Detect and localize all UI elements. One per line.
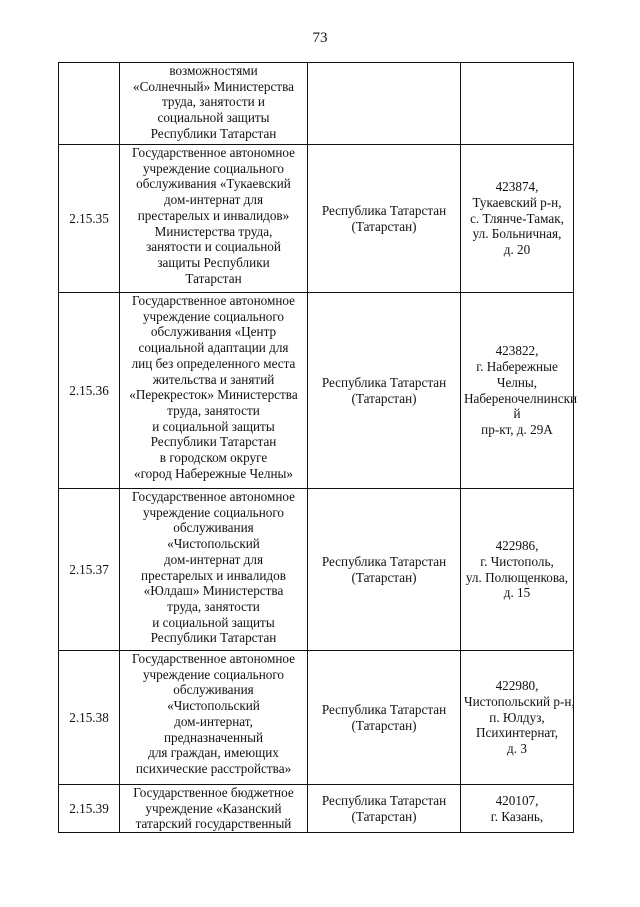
institution-name-line: обслуживания [173, 520, 254, 536]
row-number: 2.15.35 [69, 210, 109, 226]
institution-name-line: татарский государственный [135, 816, 292, 832]
institution-name-line: труда, занятости [167, 402, 260, 418]
address-cell [461, 489, 574, 651]
address-line: Челны, [496, 374, 538, 390]
institution-name-cell [120, 63, 308, 145]
institution-name-line: учреждение социального [142, 504, 285, 520]
institutions-table [58, 62, 578, 833]
table-row [59, 145, 574, 293]
region-line: (Татарстан) [351, 808, 417, 824]
institution-name-line: учреждение социального [142, 666, 285, 682]
institution-name-line: Государственное автономное [132, 293, 295, 308]
institution-name-line: «Чистопольский [167, 536, 260, 552]
address-line: г. Казань, [490, 808, 544, 824]
row-number: 2.15.38 [69, 709, 109, 725]
region-cell [308, 651, 461, 785]
address-line: ул. Полющенкова, [465, 569, 569, 585]
row-number-cell [59, 63, 120, 145]
region-line: Республика Татарстан [321, 553, 447, 569]
institution-name-line: «Солнечный» Министерства [133, 78, 294, 94]
address-line: г. Чистополь, [480, 553, 554, 569]
region-line: (Татарстан) [351, 717, 417, 733]
institution-name-line: и социальной защиты [152, 614, 275, 630]
row-number: 2.15.37 [69, 561, 109, 577]
address-line: 423822, [495, 343, 539, 359]
address-line: д. 15 [503, 585, 531, 601]
address-line: Тукаевский р-н, [472, 194, 562, 210]
institution-name-line: дом-интернат, [174, 713, 253, 729]
address-line: Чистопольский р-н, [464, 693, 575, 709]
region-line: Республика Татарстан [321, 202, 447, 218]
region-line: (Татарстан) [351, 218, 417, 234]
address-line: Психинтернат, [476, 725, 558, 741]
institution-name-line: социальной защиты [157, 110, 270, 126]
institution-name-line: «Юлдаш» Министерства [143, 583, 284, 599]
institution-name-line: жительства и занятий [152, 371, 275, 387]
institution-name-line: обслуживания «Тукаевский [136, 176, 291, 192]
row-number-cell [59, 145, 120, 293]
institution-name-line: Республики Татарстан [150, 630, 277, 646]
region-line: Республика Татарстан [321, 701, 447, 717]
address-line: 423874, [495, 179, 539, 195]
address-cell [461, 63, 574, 145]
institution-name-cell [120, 651, 308, 785]
institution-name-line: «город Набережные Челны» [134, 465, 293, 481]
institution-name-line: обслуживания [173, 682, 254, 698]
institution-name-line: защиты Республики [157, 254, 270, 270]
region-line: Республика Татарстан [321, 792, 447, 808]
institution-name-line: лиц без определенного места [131, 355, 296, 371]
institution-name-line: занятости и социальной [146, 239, 281, 255]
region-cell [308, 145, 461, 293]
institution-name-line: Татарстан [185, 270, 242, 286]
institution-name-line: возможностями [169, 63, 258, 78]
institution-name-cell [120, 293, 308, 489]
region-cell [308, 63, 461, 145]
address-line: г. Набережные [476, 359, 558, 375]
institution-name-line: учреждение социального [142, 160, 285, 176]
table-row [59, 293, 574, 489]
institution-name-line: и социальной защиты [152, 418, 275, 434]
page-number: 73 [312, 30, 328, 46]
institution-name-cell [120, 489, 308, 651]
table-row [59, 651, 574, 785]
table-row [59, 785, 574, 833]
institution-name-line: для граждан, имеющих [148, 745, 279, 761]
region-line: (Татарстан) [351, 390, 417, 406]
institution-name-line: социальной адаптации для [138, 340, 289, 356]
institution-name-line: дом-интернат для [163, 551, 264, 567]
institution-name-line: учреждение социального [142, 308, 285, 324]
institution-name-cell [120, 785, 308, 833]
region-cell [308, 293, 461, 489]
address-line: 422980, [495, 678, 539, 694]
institution-name-line: дом-интернат для [163, 192, 264, 208]
institution-name-line: престарелых и инвалидов [141, 567, 286, 583]
address-line: с. Тлянче-Тамак, [470, 210, 564, 226]
institution-name-line: Государственное автономное [132, 489, 295, 504]
institution-name-line: обслуживания «Центр [150, 324, 277, 340]
institution-name-line: психические расстройства» [135, 760, 292, 776]
institution-name-line: Министерства труда, [154, 223, 273, 239]
address-line: 422986, [495, 538, 539, 554]
address-line: й [513, 406, 521, 422]
row-number-cell [59, 489, 120, 651]
institution-name-line: престарелых и инвалидов» [137, 207, 290, 223]
address-line: ул. Больничная, [472, 226, 562, 242]
address-cell [461, 785, 574, 833]
address-cell [461, 651, 574, 785]
region-cell [308, 785, 461, 833]
address-cell [461, 145, 574, 293]
institution-name-line: Государственное автономное [132, 651, 295, 666]
institution-name-line: труда, занятости и [162, 94, 265, 110]
row-number-cell [59, 785, 120, 833]
address-line: д. 3 [507, 741, 527, 757]
institution-name-line: Государственное автономное [132, 145, 295, 160]
address-cell [461, 293, 578, 489]
institution-name-line: Государственное бюджетное [133, 785, 294, 800]
table-row [59, 63, 574, 145]
table-row [59, 489, 574, 651]
region-line: (Татарстан) [351, 569, 417, 585]
row-number: 2.15.36 [69, 382, 109, 398]
institution-name-line: «Перекресток» Министерства [129, 387, 298, 403]
institution-name-line: учреждение «Казанский [145, 800, 282, 816]
region-cell [308, 489, 461, 651]
row-number-cell [59, 651, 120, 785]
institution-name-line: труда, занятости [167, 598, 260, 614]
institution-name-line: «Чистопольский [167, 698, 260, 714]
institution-name-line: в городском округе [159, 450, 268, 466]
institution-name-line: Республики Татарстан [150, 125, 277, 141]
address-line: 420107, [495, 792, 539, 808]
institution-name-line: предназначенный [163, 729, 264, 745]
region-line: Республика Татарстан [321, 374, 447, 390]
address-line: пр-кт, д. 29А [481, 421, 553, 437]
address-line: п. Юлдуз, [489, 709, 545, 725]
address-line: д. 20 [503, 242, 531, 258]
institution-name-cell [120, 145, 308, 293]
row-number-cell [59, 293, 120, 489]
row-number: 2.15.39 [69, 800, 109, 816]
institution-name-line: Республики Татарстан [150, 434, 277, 450]
address-line: Набереночелнински [464, 390, 578, 406]
